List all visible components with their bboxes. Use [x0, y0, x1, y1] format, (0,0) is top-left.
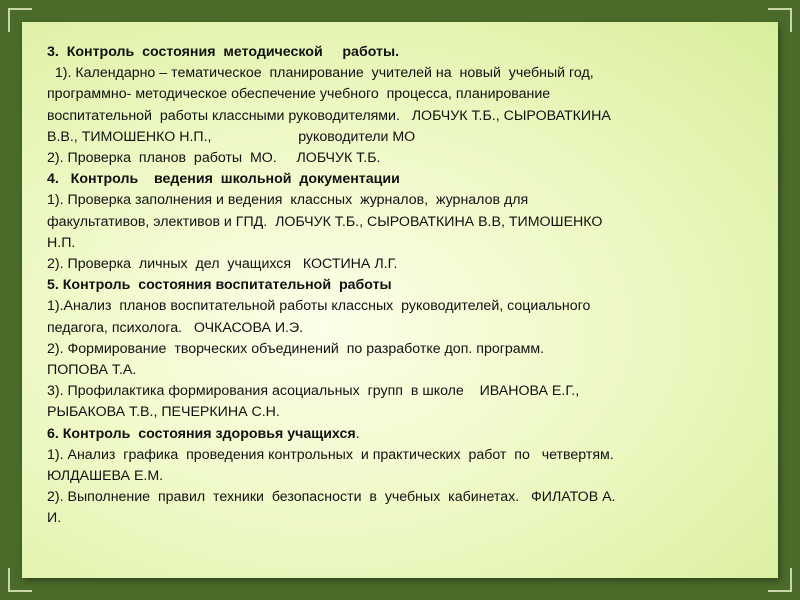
section-3-heading: 3. Контроль состояния методической работы.: [47, 44, 400, 60]
section-3-item-1-line-2: программно- методическое обеспечение учебного процесса, планирование: [47, 86, 551, 103]
section-3-item-2: 2). Проверка планов работы МО. ЛОБЧУК Т.Б.: [47, 150, 381, 167]
section-5-heading: 5. Контроль состояния воспитательной работы: [47, 277, 392, 294]
section-4-heading: 4. Контроль ведения школьной документации: [47, 171, 400, 188]
section-4-item-1-line-1: 1). Проверка заполнения и ведения классных журналов, журналов для: [47, 192, 529, 209]
section-3-item-1-line-1: 1). Календарно – тематическое планирование учителей на новый учебный год,: [47, 65, 594, 82]
section-5-item-2-line-2: ПОПОВА Т.А.: [47, 362, 137, 379]
section-6-item-2-line-2: И.: [47, 510, 62, 527]
section-6-item-1-line-1: 1). Анализ графика проведения контрольных и практических работ по четвертям.: [47, 446, 614, 463]
section-3-item-1-line-4: В.В., ТИМОШЕНКО Н.П., руководители МО: [47, 128, 416, 145]
section-3-item-1-line-3: воспитательной работы классными руководителями. ЛОБЧУК Т.Б., СЫРОВАТКИНА: [47, 107, 611, 124]
content-panel: [22, 22, 778, 578]
section-6-heading-line: [47, 424, 765, 445]
section-5-item-3-line-1: 3). Профилактика формирования асоциальных групп в школе ИВАНОВА Е.Г.,: [47, 383, 580, 400]
section-5-item-2-line-1: 2). Формирование творческих объединений по разработке доп. программ.: [47, 340, 545, 357]
section-6-item-2-line-1: 2). Выполнение правил техники безопасности в учебных кабинетах. ФИЛАТОВ А.: [47, 489, 616, 506]
slide-text: [47, 42, 765, 530]
section-5-item-1-line-2: педагога, психолога. ОЧКАСОВА И.Э.: [47, 319, 304, 336]
section-6-heading: 6. Контроль состояния здоровья учащихся: [47, 425, 356, 442]
section-6-item-1-line-2: ЮЛДАШЕВА Е.М.: [47, 468, 164, 485]
section-4-item-1-line-2: факультативов, элективов и ГПД. ЛОБЧУК Т.Б., СЫРОВАТКИНА В.В, ТИМОШЕНКО: [47, 213, 603, 230]
section-6-heading-period: .: [355, 425, 360, 442]
section-5-item-3-line-2: РЫБАКОВА Т.В., ПЕЧЕРКИНА С.Н.: [47, 404, 280, 421]
section-5-item-1-line-1: 1).Анализ планов воспитательной работы классных руководителей, социального: [47, 298, 591, 315]
section-4-item-1-line-3: Н.П.: [47, 234, 76, 251]
section-4-item-2: 2). Проверка личных дел учащихся КОСТИНА Л.Г.: [47, 256, 398, 273]
